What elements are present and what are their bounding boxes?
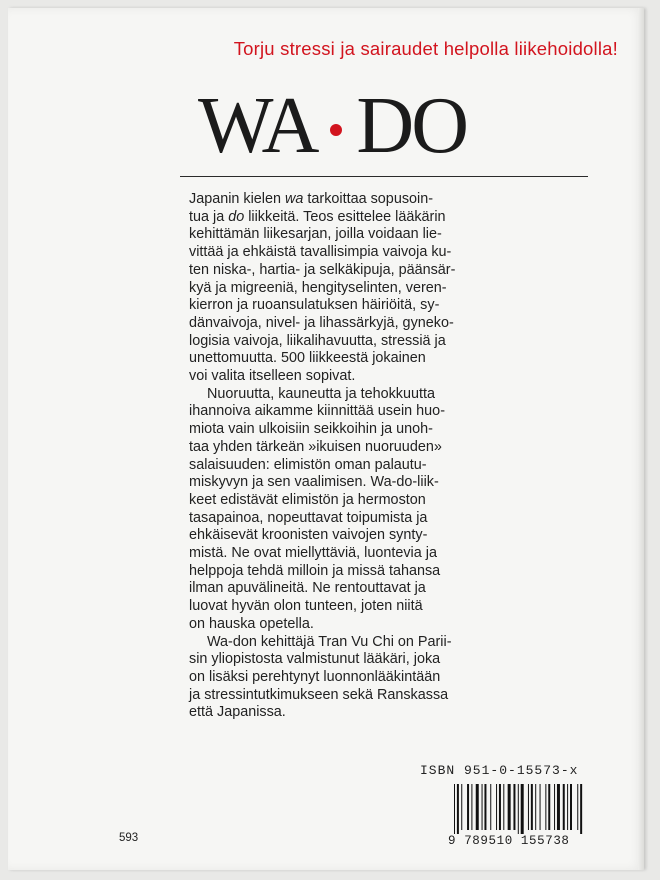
blurb-text-run: keet edistävät elimistön ja hermoston [189, 491, 426, 508]
blurb-line [189, 492, 599, 510]
blurb-text-run: Japanin kielen [189, 191, 286, 207]
barcode-bar [554, 784, 555, 830]
blurb-line [189, 191, 599, 209]
blurb-line [189, 651, 599, 669]
barcode-bar [508, 784, 511, 830]
book-title [198, 82, 466, 170]
blurb-text-run: tua ja [189, 208, 229, 225]
barcode-bar [454, 784, 455, 834]
blurb-line [189, 563, 599, 581]
barcode-bar [570, 784, 572, 830]
blurb-line [189, 244, 599, 262]
isbn: ISBN 951-0-15573-x [420, 763, 579, 778]
barcode-bar [577, 784, 578, 830]
barcode-bar [457, 784, 459, 834]
barcode-bar [548, 784, 550, 830]
blurb-line [189, 333, 599, 351]
barcode-bar [580, 784, 582, 834]
blurb-line [189, 280, 599, 298]
barcode-bar [476, 784, 479, 830]
barcode-bar [531, 784, 533, 830]
blurb-text-run: kyä ja migreeniä, hengityselinten, veren- [189, 279, 447, 296]
barcode-bar [535, 784, 536, 830]
barcode-bar [503, 784, 504, 830]
blurb-text-run: ja stressintutkimukseen sekä Ranskassa [189, 686, 449, 703]
blurb-text-run: vittää ja ehkäistä tavallisimpia vaivoja ku- [189, 244, 452, 261]
blurb-text-run: voi valita itselleen sopivat. [189, 368, 356, 385]
title-wa: WA [198, 82, 317, 170]
book-back-cover [8, 8, 644, 870]
blurb-line [189, 386, 599, 404]
title-rule [180, 176, 588, 177]
blurb-text-run: ihannoiva aikamme kiinnittää usein huo- [189, 403, 445, 420]
barcode-bar [540, 784, 541, 830]
blurb-text-run: ilman apuvälineitä. Ne rentouttavat ja [189, 580, 426, 597]
blurb-text-run: tasapainoa, nopeuttavat toipumista ja [189, 509, 428, 526]
blurb-text-run: unettomuutta. 500 liikkeestä jokainen [189, 350, 426, 367]
product-code: 593 [119, 832, 139, 844]
barcode-bar [528, 784, 529, 830]
blurb-text-run: miskyvyn ja sen vaalimisen. Wa-do-liik- [189, 474, 439, 491]
barcode-bar [461, 784, 462, 830]
blurb-text-run: Nuoruutta, kauneutta ja tehokkuutta [207, 385, 436, 402]
blurb-line [189, 616, 599, 634]
blurb-line [189, 704, 599, 722]
blurb-text-run: kehittämän liikesarjan, joilla voidaan lie- [189, 226, 442, 243]
barcode-bar [557, 784, 560, 830]
barcode-bar [471, 784, 472, 830]
barcode-bar [513, 784, 515, 830]
blurb-italic-term: do [228, 208, 245, 225]
barcode-number: 9 789510 155738 [448, 834, 570, 848]
blurb-line [189, 474, 599, 492]
blurb-text-run: sin yliopistosta valmistunut lääkäri, joka [189, 651, 441, 668]
blurb-line [189, 669, 599, 687]
blurb-line [189, 421, 599, 439]
barcode-bar [518, 784, 519, 834]
blurb-text-run: salaisuuden: elimistön oman palautu- [189, 456, 427, 473]
blurb-text [189, 191, 599, 722]
blurb-text-run: liikkeitä. Teos esittelee lääkärin [244, 208, 446, 225]
barcode-bar [567, 784, 568, 830]
barcode-bar [482, 784, 483, 830]
blurb-line [189, 403, 599, 421]
blurb-text-run: että Japanissa. [189, 704, 286, 721]
blurb-text-run: logisia vaivoja, liikalihavuutta, stressiä ja [189, 332, 446, 349]
title-dot [330, 124, 342, 136]
tagline: Torju stressi ja sairaudet helpolla liikehoidolla! [233, 38, 618, 59]
barcode-bar [499, 784, 501, 830]
blurb-line [189, 209, 599, 227]
title-do: DO [356, 82, 466, 170]
blurb-text-run: dänvaivoja, nivel- ja lihassärkyjä, gyneko- [189, 314, 454, 331]
blurb-line [189, 315, 599, 333]
barcode-bar [563, 784, 565, 830]
barcode-bar [484, 784, 486, 830]
blurb-line [189, 510, 599, 528]
barcode [454, 784, 594, 834]
blurb-line [189, 262, 599, 280]
blurb-line [189, 527, 599, 545]
blurb-italic-term: wa [285, 191, 304, 207]
blurb-line [189, 368, 599, 386]
blurb-text-run: taa yhden tärkeän »ikuisen nuoruuden» [189, 438, 442, 455]
blurb-line [189, 580, 599, 598]
barcode-bar [545, 784, 546, 830]
barcode-bar [496, 784, 497, 830]
blurb-text-run: helppoja tehdä milloin ja missä tahansa [189, 562, 441, 579]
blurb-line [189, 545, 599, 563]
cover-edge [638, 8, 644, 870]
blurb-text-run: ehkäisevät kroonisten vaivojen synty- [189, 527, 428, 544]
barcode-bar [490, 784, 491, 830]
blurb-text-run: on lisäksi perehtynyt luonnonlääkintään [189, 668, 441, 685]
barcode-bar [521, 784, 524, 834]
blurb-text-run: kierron ja ruoansulatuksen häiriöitä, sy- [189, 297, 440, 314]
blurb-line [189, 297, 599, 315]
blurb-text-run: Wa-don kehittäjä Tran Vu Chi on Parii- [207, 633, 452, 650]
blurb-line [189, 598, 599, 616]
blurb-text-run: ten niska-, hartia- ja selkäkipuja, päänsär- [189, 261, 456, 278]
blurb-line [189, 439, 599, 457]
blurb-line [189, 687, 599, 705]
blurb-text-run: luovat hyvän olon tunteen, joten niitä [189, 598, 423, 615]
blurb-line [189, 350, 599, 368]
barcode-bar [467, 784, 469, 830]
blurb-line [189, 226, 599, 244]
blurb-text-run: on hauska opetella. [189, 615, 314, 632]
blurb-line [189, 634, 599, 652]
blurb-text-run: mistä. Ne ovat miellyttäviä, luontevia ja [189, 545, 437, 562]
blurb-text-run: miota vain ulkoisiin seikkoihin ja unoh- [189, 421, 433, 438]
blurb-line [189, 457, 599, 475]
blurb-text-run: tarkoittaa sopusoin- [303, 191, 434, 207]
